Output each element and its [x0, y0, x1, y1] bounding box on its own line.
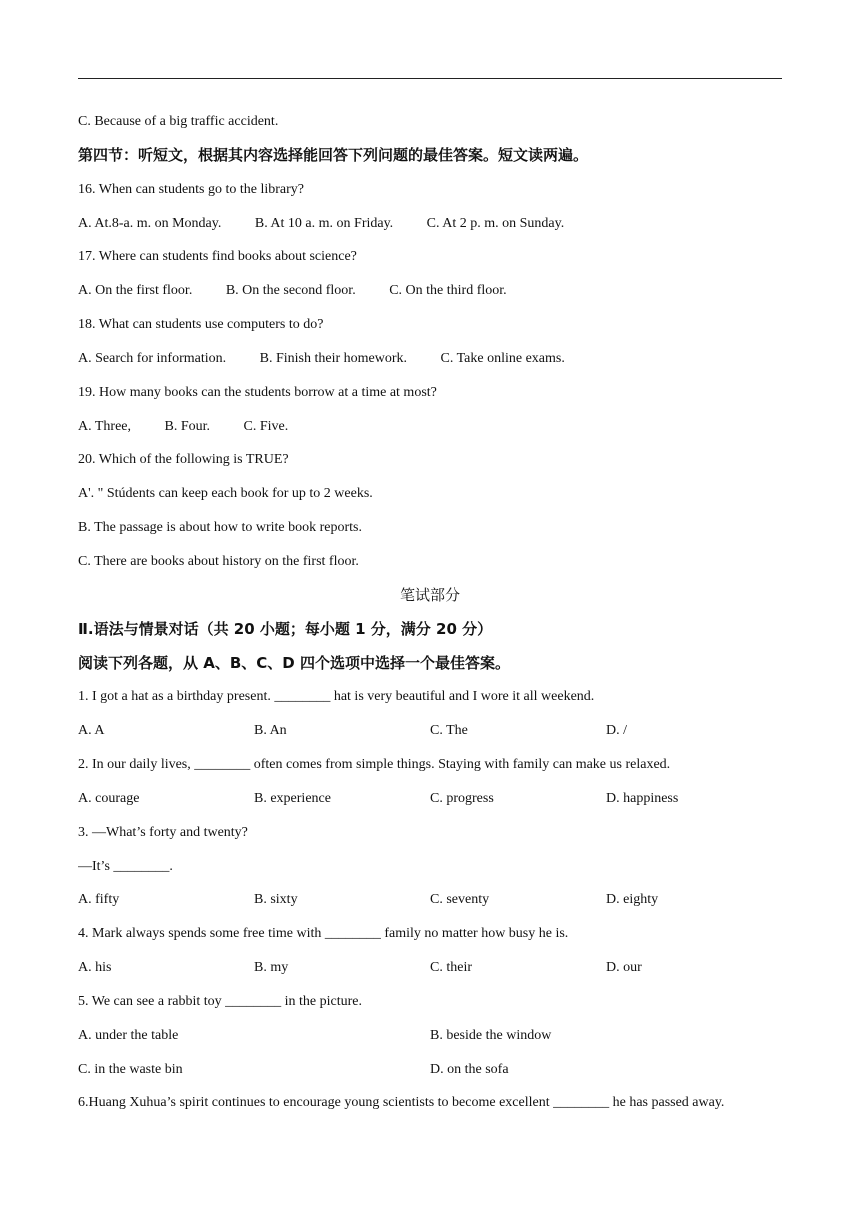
option-20-c: C. There are books about history on the first floor. [78, 553, 359, 569]
grammar-option-2-a: A. courage [78, 790, 140, 806]
option-18-c: C. Take online exams. [440, 350, 565, 366]
grammar-option-2-c: C. progress [430, 790, 494, 806]
grammar-option-1-d: D. / [606, 723, 627, 739]
option-20-a: A'. " Stúdents can keep each book for up to 2 weeks. [78, 486, 373, 502]
grammar-question-3: 3. —What’s forty and twenty? [78, 824, 248, 840]
grammar-option-4-a: A. his [78, 960, 112, 976]
options-17 [78, 274, 782, 308]
grammar-option-3-c: C. seventy [430, 892, 490, 908]
options-18 [78, 342, 782, 376]
grammar-option-4-d: D. our [606, 960, 642, 976]
grammar-option-2-b: B. experience [254, 790, 331, 806]
exam-page-content [78, 105, 782, 1120]
grammar-option-1-c: C. The [430, 723, 468, 739]
option-17-a: A. On the first floor. [78, 283, 193, 299]
question-18: 18. What can students use computers to do? [78, 317, 324, 333]
option-19-a: A. Three, [78, 418, 131, 434]
grammar-option-1-b: B. An [254, 723, 287, 739]
grammar-option-4-c: C. their [430, 960, 472, 976]
grammar-option-3-b: B. sixty [254, 892, 298, 908]
grammar-option-5-d: D. on the sofa [430, 1061, 509, 1077]
options-19 [78, 410, 782, 444]
option-20-b: B. The passage is about how to write book reports. [78, 520, 362, 536]
option-17-b: B. On the second floor. [225, 283, 356, 299]
grammar-options-2 [78, 782, 782, 816]
part2-heading: Ⅱ.语法与情景对话（共 20 小题；每小题 1 分，满分 20 分） [78, 619, 493, 638]
option-18-a: A. Search for information. [78, 350, 227, 366]
option-16-a: A. At.8-a. m. on Monday. [78, 215, 222, 231]
grammar-option-5-c: C. in the waste bin [78, 1061, 183, 1077]
header-rule [78, 78, 782, 79]
grammar-question-4: 4. Mark always spends some free time with ________ family no matter how busy he is. [78, 926, 569, 942]
grammar-options-5-row1 [78, 1019, 782, 1053]
option-19-b: B. Four. [164, 418, 211, 434]
question-16: 16. When can students go to the library? [78, 181, 305, 197]
grammar-options-3 [78, 883, 782, 917]
question-17: 17. Where can students find books about science? [78, 249, 357, 265]
part2-instruction: 阅读下列各题，从 A、B、C、D 四个选项中选择一个最佳答案。 [78, 653, 510, 672]
grammar-option-3-d: D. eighty [606, 892, 659, 908]
grammar-options-1 [78, 714, 782, 748]
section4-heading: 第四节：听短文，根据其内容选择能回答下列问题的最佳答案。短文读两遍。 [78, 145, 589, 164]
option-line: C. Because of a big traffic accident. [78, 114, 279, 129]
option-18-b: B. Finish their homework. [259, 350, 408, 366]
written-part-title: 笔试部分 [399, 585, 460, 604]
grammar-options-4 [78, 951, 782, 985]
question-19: 19. How many books can the students borrow at a time at most? [78, 384, 437, 400]
options-16 [78, 207, 782, 241]
option-16-c: C. At 2 p. m. on Sunday. [426, 215, 565, 231]
option-16-b: B. At 10 a. m. on Friday. [254, 215, 394, 231]
option-17-c: C. On the third floor. [389, 283, 507, 299]
grammar-option-3-a: A. fifty [78, 892, 120, 908]
grammar-option-5-b: B. beside the window [430, 1027, 552, 1043]
grammar-question-1: 1. I got a hat as a birthday present. ________ hat is very beautiful and I wore it all weekend. [78, 689, 595, 705]
option-19-c: C. Five. [243, 418, 289, 434]
grammar-option-1-a: A. A [78, 723, 105, 739]
grammar-question-6: 6.Huang Xuhua’s spirit continues to encourage young scientists to become excellent ________ he has passed away. [78, 1095, 725, 1111]
grammar-question-2: 2. In our daily lives, ________ often comes from simple things. Staying with family can make us relaxed. [78, 757, 671, 773]
grammar-options-5-row2 [78, 1053, 782, 1087]
grammar-question-5: 5. We can see a rabbit toy ________ in the picture. [78, 993, 362, 1009]
grammar-option-5-a: A. under the table [78, 1027, 179, 1043]
question-20: 20. Which of the following is TRUE? [78, 452, 289, 468]
grammar-option-2-d: D. happiness [606, 790, 679, 806]
grammar-option-4-b: B. my [254, 960, 289, 976]
grammar-question-3-answer-line: —It’s ________. [78, 858, 173, 874]
